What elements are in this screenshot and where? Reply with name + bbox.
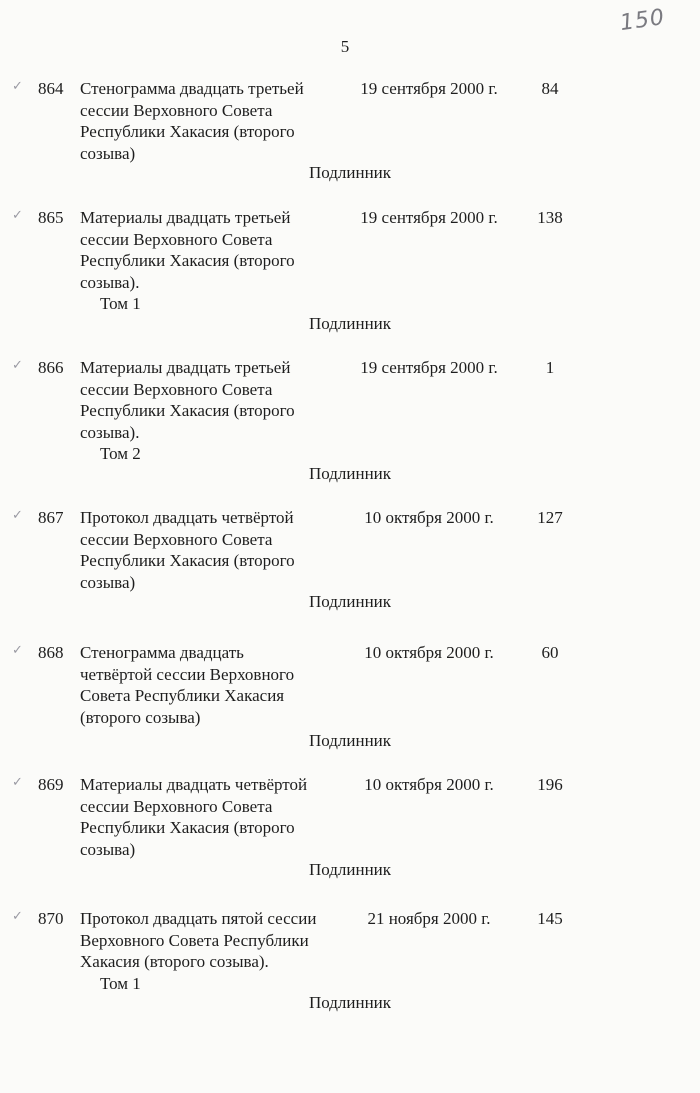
entry-page-count: 60 bbox=[541, 643, 559, 662]
entry-title bbox=[80, 357, 340, 465]
entry-number: 869 bbox=[38, 775, 64, 794]
entry-title bbox=[80, 774, 340, 860]
checkmark-icon: ✓ bbox=[12, 358, 23, 373]
entry-volume: Том 2 bbox=[100, 444, 141, 463]
entry-number: 870 bbox=[38, 909, 64, 928]
entry-title-line: Стенограмма двадцать третьей bbox=[80, 79, 304, 98]
entry-page-count: 196 bbox=[537, 775, 563, 794]
entry-volume: Том 1 bbox=[100, 294, 141, 313]
entry-title-line: Верховного Совета Республики bbox=[80, 930, 309, 950]
checkmark-icon: ✓ bbox=[12, 208, 23, 223]
entry-title-line: Материалы двадцать третьей bbox=[80, 208, 291, 227]
entry-date: 21 ноября 2000 г. bbox=[367, 909, 491, 928]
entry-page-count: 145 bbox=[537, 909, 563, 928]
entry-title bbox=[80, 908, 340, 994]
entry-title-line: созыва). bbox=[80, 422, 140, 442]
entry-title bbox=[80, 207, 340, 315]
entry-title-line: Республики Хакасия (второго bbox=[80, 818, 295, 837]
entry-title-line: сессии Верховного Совета bbox=[80, 100, 273, 120]
entry-title-line: (второго созыва) bbox=[80, 707, 201, 727]
entry-date: 19 сентября 2000 г. bbox=[360, 208, 498, 227]
entry-title-line: созыва) bbox=[80, 143, 136, 163]
entry-title-line: созыва) bbox=[80, 572, 136, 592]
entry-title-line: Республики Хакасия (второго bbox=[80, 251, 295, 270]
handwritten-sheet-number: 150 bbox=[618, 4, 667, 37]
entry-title bbox=[80, 78, 340, 164]
checkmark-icon: ✓ bbox=[12, 775, 23, 790]
entry-number: 864 bbox=[38, 79, 64, 98]
entry-title-line: сессии Верховного Совета bbox=[80, 229, 273, 249]
entry-original-note: Подлинник bbox=[308, 464, 392, 483]
page-number: 5 bbox=[340, 37, 350, 56]
entry-title-line: Республики Хакасия (второго bbox=[80, 122, 295, 141]
entry-original-note: Подлинник bbox=[308, 163, 392, 182]
entry-title-line: сессии Верховного Совета bbox=[80, 529, 273, 549]
entry-title-line: сессии Верховного Совета bbox=[80, 796, 273, 816]
entry-page-count: 84 bbox=[541, 79, 559, 98]
entry-title-line: Республики Хакасия (второго bbox=[80, 551, 295, 570]
entry-number: 866 bbox=[38, 358, 64, 377]
checkmark-icon: ✓ bbox=[12, 643, 23, 658]
entry-page-count: 127 bbox=[537, 508, 563, 527]
entry-title-line: Протокол двадцать пятой сессии bbox=[80, 909, 317, 928]
entry-original-note: Подлинник bbox=[308, 314, 392, 333]
entry-original-note: Подлинник bbox=[308, 592, 392, 611]
entry-title-line: Стенограмма двадцать bbox=[80, 643, 244, 662]
entry-original-note: Подлинник bbox=[308, 993, 392, 1012]
entry-title bbox=[80, 642, 340, 728]
entry-title-line: Протокол двадцать четвёртой bbox=[80, 508, 294, 527]
entry-date: 10 октября 2000 г. bbox=[364, 775, 494, 794]
entry-number: 867 bbox=[38, 508, 64, 527]
entry-title-line: созыва). bbox=[80, 272, 140, 292]
entry-page-count: 1 bbox=[545, 358, 555, 377]
entry-number: 868 bbox=[38, 643, 64, 662]
entry-title-line: созыва) bbox=[80, 839, 136, 859]
checkmark-icon: ✓ bbox=[12, 79, 23, 94]
entry-title-line: Материалы двадцать четвёртой bbox=[80, 775, 308, 794]
entry-title-line: Совета Республики Хакасия bbox=[80, 686, 285, 705]
entry-title-line: Материалы двадцать третьей bbox=[80, 358, 291, 377]
checkmark-icon: ✓ bbox=[12, 909, 23, 924]
entry-date: 19 сентября 2000 г. bbox=[360, 358, 498, 377]
entry-date: 10 октября 2000 г. bbox=[364, 643, 494, 662]
entry-original-note: Подлинник bbox=[308, 860, 392, 879]
entry-title-line: Хакасия (второго созыва). bbox=[80, 952, 269, 971]
entry-title bbox=[80, 507, 340, 593]
entry-page-count: 138 bbox=[537, 208, 563, 227]
checkmark-icon: ✓ bbox=[12, 508, 23, 523]
entry-title-line: Республики Хакасия (второго bbox=[80, 401, 295, 420]
entry-date: 19 сентября 2000 г. bbox=[360, 79, 498, 98]
entry-title-line: четвёртой сессии Верховного bbox=[80, 664, 295, 684]
entry-date: 10 октября 2000 г. bbox=[364, 508, 494, 527]
entry-title-line: сессии Верховного Совета bbox=[80, 379, 273, 399]
entry-volume: Том 1 bbox=[100, 973, 141, 993]
entry-original-note: Подлинник bbox=[308, 731, 392, 750]
entry-number: 865 bbox=[38, 208, 64, 227]
